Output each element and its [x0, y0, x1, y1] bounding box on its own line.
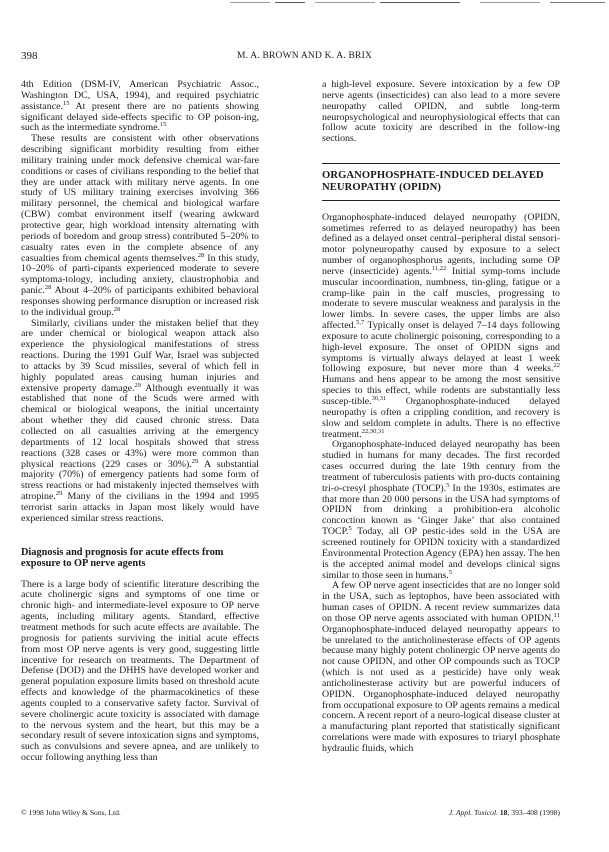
paragraph: There is a large body of scientific literature describing the acute cholinergic signs and symptoms of one time or chronic high- and intermediate-level exposure to OP nerve agents, including military agents. Standard, effective treatment methods for such acute effects are available. The prognosis for patients surviving the initial acute effects from most OP nerve agents is very good, suggesting little incentive for research on treatments. The Department of Defense (DOD) and the DHHS have developed worker and general population exposure limits based on threshold acute effects and knowledge of the pharmacokinetics of these agents coupled to a conservative safety factor. Survival of severe cholinergic acute toxicity is associated with damage to the nervous system and the heart, but this may be a secondary result of severe intoxication signs and symptoms, such as convulsions and severe apnea, and are unlikely to occur following anything less than: [21, 578, 259, 764]
right-column: [322, 80, 560, 755]
paragraph: a high-level exposure. Severe intoxication by a few OP nerve agents (insecticides) can also lead to a more severe neuropathy called OPIDN, and subtle long-term neuropsychological and neurophysiological effects that can follow acute toxicity are described in the follow-ing sections.: [322, 79, 560, 145]
left-column: [21, 80, 259, 764]
paragraph: Organophosphate-induced delayed neuropathy has been studied in humans for many decades. The first recorded cases occurred during the late 19th century from the treatment of tuberculosis patients with pro-ducts containing tri-o-cresyl phosphate (TOCP).$^5$ In the 1930s, estimates are that more than 20 000 persons in the USA had symptoms of OPIDN from drinking a prohibition-era alcoholic concoction known as ‘Ginger Jake’ that also contained TOCP.$^5$ Today, all OP pestic-ides sold in the USA are screened routinely for OPIDN toxicity with a standardized Environmental Protection Agency (EPA) hen assay. The hen is the accepted animal model and develops clinical signs similar to those seen in humans.$^5$: [322, 439, 560, 581]
subsection-heading: Diagnosis and prognosis for acute effects from exposure to OP nerve agents: [21, 546, 224, 570]
page-number: 398: [21, 50, 38, 62]
journal-citation: J. Appl. Toxicol. 18, 393–408 (1998): [448, 808, 560, 817]
copyright-notice: © 1998 John Wiley & Sons, Ltd.: [21, 808, 121, 817]
paragraph: These results are consistent with other observations describing significant morbidity resulting from either military training under mock defensive chemical war-fare conditions or cases of civilians responding to the belief that they are under attack with military nerve agents. In one study of US military training exercises involving 366 military personnel, the chemical and biological warfare (CBW) combat environment itself (wearing awkward protective gear, high workload intensity alternating with periods of boredom and group stress) contributed 5–20% to casualty rates even in the complete absence of any casualties from chemical agents themselves.$^{28}$ In this study, 10–20% of parti-cipants experienced moderate to severe symptoma-tology, including anxiety, claustrophobia and panic.$^{28}$ About 4–20% of participants exhibited behavioral responses showing performance disruption or increased risk to the individual group.$^{28}$: [21, 133, 259, 318]
scan-artifact-lines: [200, 2, 609, 5]
running-head: M. A. BROWN AND K. A. BRIX: [236, 51, 373, 61]
section-heading: ORGANOPHOSPHATE-INDUCED DELAYED NEUROPATHY (OPIDN): [322, 163, 560, 201]
paragraph: Similarly, civilians under the mistaken belief that they are under chemical or biological weapon attack also experience the physiological manifestations of stress reactions. During the 1991 Gulf War, Israel was subjected to attacks by 39 Scud missiles, several of which fell in highly populated areas causing human injuries and extensive property damage.$^{29}$ Although eventually it was established that none of the Scuds were armed with chemical or biological weapons, the initial uncertainty about whether they did caused chronic stress. Data collected on all casualties arriving at the emergency departments of 12 local hospitals showed that stress reactions (328 cases or 43%) were more common than physical reactions (229 cases or 30%).$^{29}$ A substantial majority (70%) of emergency patients had some form of stress reactions or had mistakenly injected themselves with atropine.$^{29}$ Many of the civilians in the 1994 and 1995 terrorist sarin attacks in Japan most likely would have experienced similar stress reactions.: [21, 317, 259, 524]
paragraph: Organophosphate-induced delayed neuropathy (OPIDN, sometimes referred to as delayed neuropathy) has been defined as a delayed onset central–peripheral distal sensori-motor polyneuropathy caused by exposure to a select number of organophosphorus agents, including some OP nerve (insecticide) agents.$^{11,22}$ Initial symp-toms include muscular incoordination, numbness, tin-gling, fatigue or a cramp-like pain in the calf muscles, progressing to moderate to severe muscular weakness and paralysis in the lower limbs. In severe cases, the upper limbs are also affected.$^{5,7}$ Typically onset is delayed 7–14 days following exposure to acute cholinergic poisoning, corresponding to a high-level exposure. The onset of OPIDN signs and symptoms is virtually always delayed at least 1 week following exposure, but never more than 4 weeks.$^{22}$ Humans and hens appear to be among the most sensitive species to this effect, while rodents are substantially less suscep-tible.$^{30,31}$ Organophosphate-induced delayed neuropathy is often a crippling condition, and recovery is slow and seldom complete in adults. There is no effective treatment.$^{22,30,31}$: [322, 211, 560, 440]
paragraph: 4th Edition (DSM-IV, American Psychiatric Assoc., Washington DC, USA, 1994), and required psychiatric assistance.$^{15}$ At present there are no patients showing significant delayed side-effects specific to OP poison-ing, such as the intermediate syndrome.$^{15}$: [21, 79, 259, 134]
paragraph: A few OP nerve agent insecticides that are no longer sold in the USA, such as leptophos, have been associated with human cases of OPIDN. A recent review summarizes data on those OP nerve agents associated with human OPIDN.$^{11}$ Organophosphate-induced delayed neuropathy appears to be unrelated to the anticholinesterase effects of OP agents because many highly potent cholinergic OP nerve agents do not cause OPIDN, and other OP compounds such as TOCP (which is not used as a pesticide) have only weak anticholinesterase activity but are powerful inducers of OPIDN. Organophosphate-induced delayed neuropathy from occupational exposure to OP agents remains a medical concern. A recent report of a neuro-logical disease cluster at a manufacturing plant reported that statistically significant correlations were made with exposures to triaryl phosphate hydraulic fluids, which: [322, 580, 560, 754]
